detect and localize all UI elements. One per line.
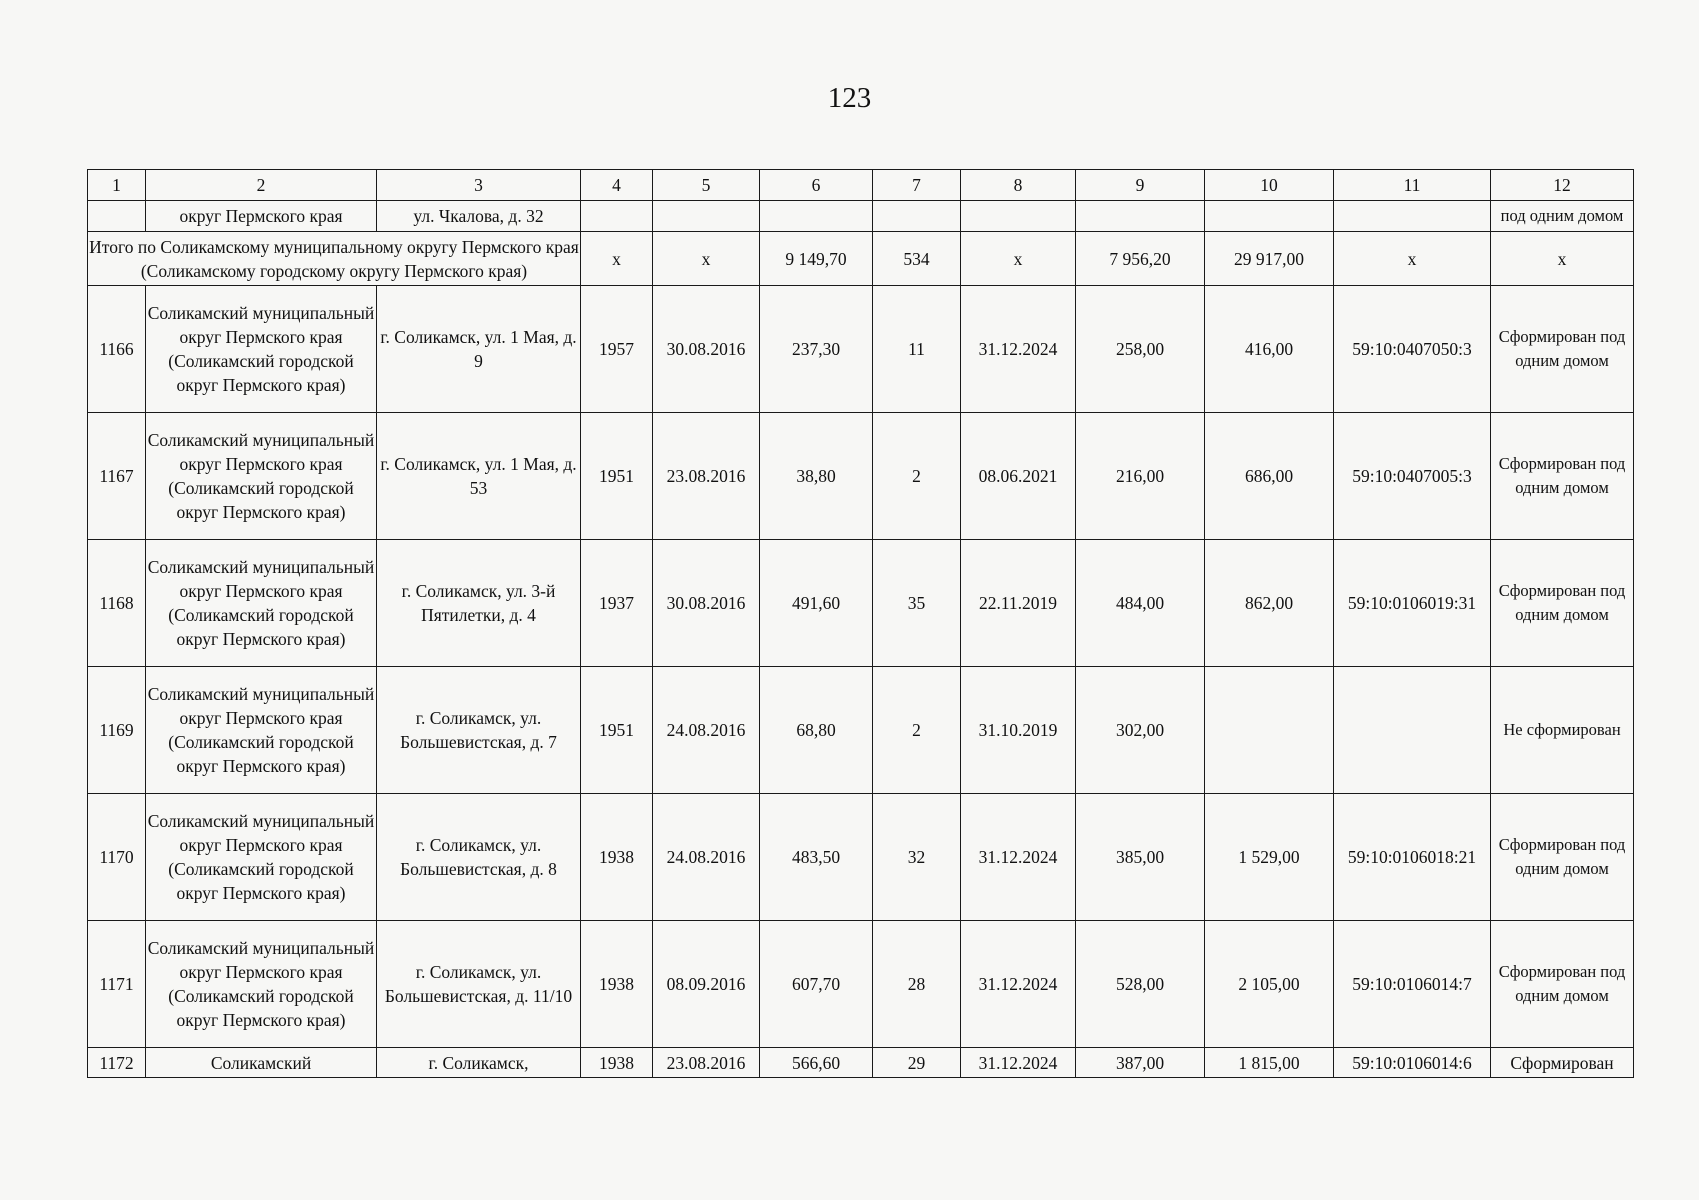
col-number: 10 xyxy=(1205,170,1334,201)
col-number: 4 xyxy=(581,170,653,201)
cell-municipality: Соликамский муниципальный округ Пермского края (Соликамский городской округ Пермского края) xyxy=(146,921,377,1048)
cell-value: 385,00 xyxy=(1076,794,1205,921)
total-cell: х xyxy=(1491,232,1634,286)
cell-municipality: округ Пермского края xyxy=(146,201,377,232)
cell-address: г. Соликамск, xyxy=(377,1048,581,1078)
cell-date: 22.11.2019 xyxy=(961,540,1076,667)
cell-year: 1937 xyxy=(581,540,653,667)
col-number: 6 xyxy=(760,170,873,201)
cell-number: 1167 xyxy=(88,413,146,540)
cell-year: 1938 xyxy=(581,1048,653,1078)
col-number: 2 xyxy=(146,170,377,201)
cell-municipality: Соликамский xyxy=(146,1048,377,1078)
total-cell: х xyxy=(961,232,1076,286)
total-cell: 29 917,00 xyxy=(1205,232,1334,286)
col-number: 7 xyxy=(873,170,961,201)
cell-date: 31.12.2024 xyxy=(961,794,1076,921)
cell-area: 491,60 xyxy=(760,540,873,667)
cell-value: 1 815,00 xyxy=(1205,1048,1334,1078)
col-number: 8 xyxy=(961,170,1076,201)
cell-value: 1 529,00 xyxy=(1205,794,1334,921)
cell-value: 416,00 xyxy=(1205,286,1334,413)
cell-status: Не сформирован xyxy=(1491,667,1634,794)
cell-cadastral: 59:10:0106018:21 xyxy=(1334,794,1491,921)
cell-address: г. Соликамск, ул. 1 Мая, д. 9 xyxy=(377,286,581,413)
cell-area: 38,80 xyxy=(760,413,873,540)
cell-status: Сформирован под одним домом xyxy=(1491,794,1634,921)
cell-date: 08.09.2016 xyxy=(653,921,760,1048)
cell-date: 31.12.2024 xyxy=(961,921,1076,1048)
cell-area: 607,70 xyxy=(760,921,873,1048)
cell-year: 1938 xyxy=(581,794,653,921)
cell-cadastral xyxy=(1334,667,1491,794)
cell-area: 566,60 xyxy=(760,1048,873,1078)
cell xyxy=(1205,201,1334,232)
cell-year: 1951 xyxy=(581,413,653,540)
cell-count: 35 xyxy=(873,540,961,667)
cell-municipality: Соликамский муниципальный округ Пермского края (Соликамский городской округ Пермского края) xyxy=(146,667,377,794)
cell-date: 08.06.2021 xyxy=(961,413,1076,540)
col-number: 5 xyxy=(653,170,760,201)
cell-status: под одним домом xyxy=(1491,201,1634,232)
table-row xyxy=(88,540,1634,667)
cell-value: 484,00 xyxy=(1076,540,1205,667)
cell-date: 24.08.2016 xyxy=(653,667,760,794)
table-row xyxy=(88,921,1634,1048)
cell-value: 387,00 xyxy=(1076,1048,1205,1078)
cell-area: 237,30 xyxy=(760,286,873,413)
cell-date: 24.08.2016 xyxy=(653,794,760,921)
cell-municipality: Соликамский муниципальный округ Пермского края (Соликамский городской округ Пермского края) xyxy=(146,413,377,540)
cell-year: 1957 xyxy=(581,286,653,413)
cell-status: Сформирован xyxy=(1491,1048,1634,1078)
cell-count: 32 xyxy=(873,794,961,921)
total-residents: 534 xyxy=(873,232,961,286)
cell-cadastral: 59:10:0106014:7 xyxy=(1334,921,1491,1048)
cell xyxy=(653,201,760,232)
cell xyxy=(961,201,1076,232)
cell-date: 31.12.2024 xyxy=(961,286,1076,413)
cell xyxy=(873,201,961,232)
cell-value: 686,00 xyxy=(1205,413,1334,540)
total-area: 9 149,70 xyxy=(760,232,873,286)
table-row xyxy=(88,667,1634,794)
cell-cadastral: 59:10:0407050:3 xyxy=(1334,286,1491,413)
cell-count: 2 xyxy=(873,413,961,540)
table-row xyxy=(88,1048,1634,1078)
cell-number: 1166 xyxy=(88,286,146,413)
table-row xyxy=(88,794,1634,921)
cell-value: 528,00 xyxy=(1076,921,1205,1048)
cell-area: 68,80 xyxy=(760,667,873,794)
cell-count: 2 xyxy=(873,667,961,794)
cell-number: 1172 xyxy=(88,1048,146,1078)
cell-status: Сформирован под одним домом xyxy=(1491,286,1634,413)
cell-number: 1170 xyxy=(88,794,146,921)
col-number: 1 xyxy=(88,170,146,201)
cell-year: 1938 xyxy=(581,921,653,1048)
cell-count: 28 xyxy=(873,921,961,1048)
cell-area: 483,50 xyxy=(760,794,873,921)
cell-date: 30.08.2016 xyxy=(653,286,760,413)
cell-date: 31.10.2019 xyxy=(961,667,1076,794)
col-number: 11 xyxy=(1334,170,1491,201)
cell-status: Сформирован под одним домом xyxy=(1491,921,1634,1048)
cell xyxy=(1076,201,1205,232)
cell-value: 258,00 xyxy=(1076,286,1205,413)
cell-municipality: Соликамский муниципальный округ Пермского края (Соликамский городской округ Пермского края) xyxy=(146,286,377,413)
cell-date: 30.08.2016 xyxy=(653,540,760,667)
page-number: 123 xyxy=(827,82,872,114)
cell xyxy=(760,201,873,232)
cell-address: ул. Чкалова, д. 32 xyxy=(377,201,581,232)
cell-municipality: Соликамский муниципальный округ Пермского края (Соликамский городской округ Пермского края) xyxy=(146,794,377,921)
cell-value: 2 105,00 xyxy=(1205,921,1334,1048)
cell-status: Сформирован под одним домом xyxy=(1491,413,1634,540)
cell-date: 23.08.2016 xyxy=(653,1048,760,1078)
col-number: 3 xyxy=(377,170,581,201)
cell-count: 11 xyxy=(873,286,961,413)
cell xyxy=(88,201,146,232)
total-cell: х xyxy=(581,232,653,286)
cell-value: 216,00 xyxy=(1076,413,1205,540)
cell-address: г. Соликамск, ул. Большевистская, д. 8 xyxy=(377,794,581,921)
cell-cadastral: 59:10:0106014:6 xyxy=(1334,1048,1491,1078)
cell-number: 1168 xyxy=(88,540,146,667)
cell-status: Сформирован под одним домом xyxy=(1491,540,1634,667)
cell-value: 302,00 xyxy=(1076,667,1205,794)
total-label: Итого по Соликамскому муниципальному округу Пермского края (Соликамскому городскому округу Пермского края) xyxy=(88,232,581,286)
cell-year: 1951 xyxy=(581,667,653,794)
cell xyxy=(1334,201,1491,232)
table-row xyxy=(88,286,1634,413)
cell-cadastral: 59:10:0106019:31 xyxy=(1334,540,1491,667)
table-row xyxy=(88,413,1634,540)
column-number-row xyxy=(88,170,1634,201)
total-cell: 7 956,20 xyxy=(1076,232,1205,286)
cell xyxy=(581,201,653,232)
cell-date: 23.08.2016 xyxy=(653,413,760,540)
cell-address: г. Соликамск, ул. Большевистская, д. 7 xyxy=(377,667,581,794)
cell-date: 31.12.2024 xyxy=(961,1048,1076,1078)
cell-number: 1171 xyxy=(88,921,146,1048)
cell-value: 862,00 xyxy=(1205,540,1334,667)
cell-municipality: Соликамский муниципальный округ Пермского края (Соликамский городской округ Пермского края) xyxy=(146,540,377,667)
cell-cadastral: 59:10:0407005:3 xyxy=(1334,413,1491,540)
cell-address: г. Соликамск, ул. 3-й Пятилетки, д. 4 xyxy=(377,540,581,667)
col-number: 12 xyxy=(1491,170,1634,201)
col-number: 9 xyxy=(1076,170,1205,201)
cell-address: г. Соликамск, ул. Большевистская, д. 11/10 xyxy=(377,921,581,1048)
continuation-row xyxy=(88,201,1634,232)
cell-address: г. Соликамск, ул. 1 Мая, д. 53 xyxy=(377,413,581,540)
cell-value xyxy=(1205,667,1334,794)
total-row xyxy=(88,232,1634,286)
register-table xyxy=(87,169,1634,1078)
cell-number: 1169 xyxy=(88,667,146,794)
cell-count: 29 xyxy=(873,1048,961,1078)
total-cell: х xyxy=(1334,232,1491,286)
total-cell: х xyxy=(653,232,760,286)
